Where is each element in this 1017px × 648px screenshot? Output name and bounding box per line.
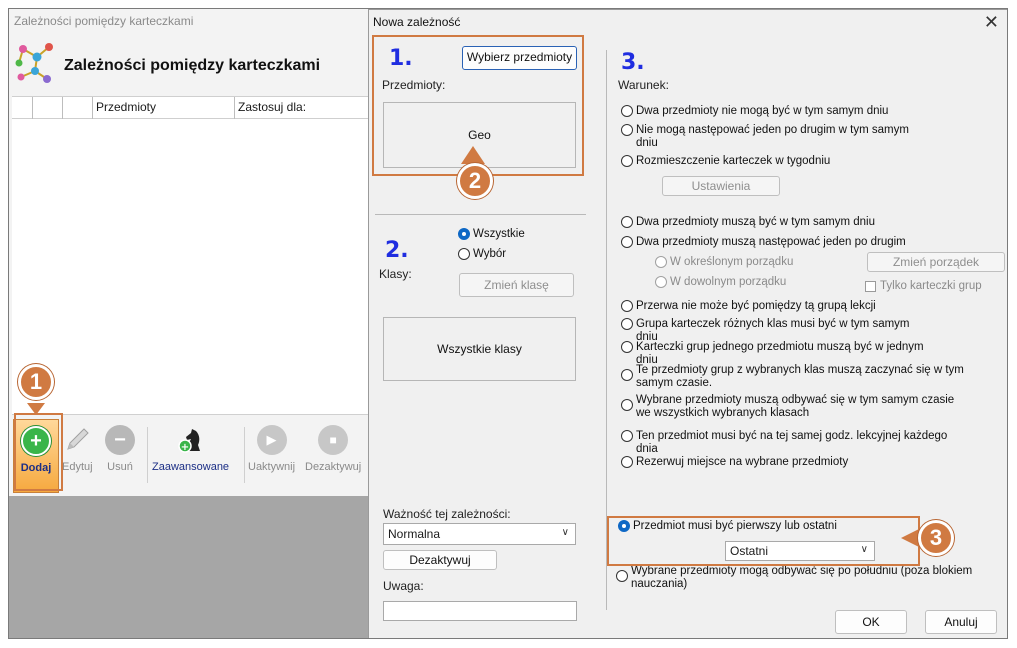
callout-3-highlight bbox=[607, 516, 920, 566]
condition-label: Warunek: bbox=[618, 78, 669, 92]
classes-label: Klasy: bbox=[379, 267, 412, 281]
callout-1-highlight bbox=[14, 413, 63, 491]
radio-dot bbox=[621, 369, 633, 381]
importance-selected: Normalna bbox=[388, 527, 441, 541]
condition-option-label: Nie mogą następować jeden po drugim w tym samym dniu bbox=[636, 124, 909, 149]
radio-dot bbox=[621, 105, 633, 117]
deactivate-button[interactable] bbox=[305, 425, 361, 473]
radio-dot bbox=[621, 399, 633, 411]
condition-option-10[interactable] bbox=[621, 394, 966, 420]
callout-1-pointer bbox=[27, 403, 45, 415]
only-group-cards-label: Tylko karteczki grup bbox=[880, 280, 982, 292]
chevron-down-icon: ∨ bbox=[561, 527, 569, 538]
grid-col-apply-for[interactable]: Zastosuj dla: bbox=[234, 97, 369, 119]
close-icon[interactable]: ✕ bbox=[983, 12, 999, 32]
callout-3: 3 bbox=[918, 520, 954, 556]
radio-dot bbox=[458, 228, 470, 240]
radio-dot bbox=[621, 216, 633, 228]
radio-dot bbox=[458, 248, 470, 260]
add-button-label: Dodaj bbox=[20, 462, 52, 474]
importance-label: Ważność tej zależności: bbox=[383, 507, 511, 521]
toolbar-separator bbox=[244, 427, 245, 483]
order-any-label: W dowolnym porządku bbox=[670, 276, 787, 288]
background-area bbox=[9, 496, 369, 639]
order-specific-label: W określonym porządku bbox=[670, 256, 794, 268]
stop-icon: ■ bbox=[318, 425, 348, 455]
section-2-number: 2. bbox=[385, 238, 409, 263]
cancel-button[interactable]: Anuluj bbox=[925, 610, 997, 634]
deactivate-button-label: Dezaktywuj bbox=[305, 461, 362, 473]
condition-option-label: Grupa karteczek różnych klas musi być w tym samym dniu bbox=[636, 318, 910, 343]
subjects-value: Geo bbox=[468, 128, 491, 142]
radio-dot bbox=[621, 300, 633, 312]
advanced-button[interactable] bbox=[152, 425, 229, 473]
condition-option-label: Karteczki grup jednego przedmiotu muszą być w jednym dniu bbox=[636, 341, 924, 366]
condition-option-label: Przedmiot musi być pierwszy lub ostatni bbox=[633, 520, 837, 532]
plus-icon: + bbox=[21, 426, 51, 456]
order-any-radio[interactable] bbox=[655, 276, 786, 289]
condition-option-3[interactable] bbox=[621, 155, 891, 168]
radio-select-classes-label: Wybór bbox=[473, 248, 507, 260]
molecule-logo-icon bbox=[13, 39, 57, 87]
minus-icon: − bbox=[105, 425, 135, 455]
play-icon: ▶ bbox=[257, 425, 287, 455]
condition-option-label: Przerwa nie może być pomiędzy tą grupą lekcji bbox=[636, 300, 876, 312]
classes-value: Wszystkie klasy bbox=[437, 342, 522, 356]
advanced-button-label: Zaawansowane bbox=[152, 461, 230, 473]
condition-option-11[interactable] bbox=[621, 430, 961, 456]
radio-select-classes[interactable] bbox=[458, 248, 506, 261]
condition-option-12[interactable] bbox=[621, 456, 921, 469]
note-label: Uwaga: bbox=[383, 579, 424, 593]
radio-dot bbox=[621, 155, 633, 167]
condition-option-label: Rezerwuj miejsce na wybrane przedmioty bbox=[636, 456, 849, 468]
ok-button[interactable]: OK bbox=[835, 610, 907, 634]
callout-2: 2 bbox=[457, 163, 493, 199]
choose-subjects-button[interactable]: Wybierz przedmioty bbox=[462, 46, 577, 70]
toolbar-separator bbox=[147, 427, 148, 483]
deactivate-dependency-button[interactable]: Dezaktywuj bbox=[383, 550, 497, 570]
condition-option-14[interactable] bbox=[616, 565, 976, 591]
first-last-selected: Ostatni bbox=[730, 544, 769, 558]
change-order-button[interactable]: Zmień porządek bbox=[867, 252, 1005, 272]
activate-button-label: Uaktywnij bbox=[248, 461, 296, 473]
radio-dot bbox=[616, 570, 628, 582]
grid-col-subjects[interactable]: Przedmioty bbox=[92, 97, 234, 119]
dependencies-window bbox=[9, 9, 369, 496]
window-header bbox=[9, 35, 369, 95]
condition-option-1[interactable] bbox=[621, 105, 891, 118]
activate-button[interactable] bbox=[248, 425, 295, 473]
divider bbox=[375, 214, 586, 215]
condition-option-label: Wybrane przedmioty mogą odbywać się po południu (poza blokiem nauczania) bbox=[631, 565, 973, 590]
screenshot-frame bbox=[8, 8, 1008, 639]
change-class-button[interactable]: Zmień klasę bbox=[459, 273, 574, 297]
grid-header bbox=[12, 97, 369, 119]
radio-dot bbox=[621, 124, 633, 136]
edit-button[interactable] bbox=[62, 425, 93, 473]
edit-button-label: Edytuj bbox=[62, 461, 93, 473]
window-title: Zależności pomiędzy karteczkami bbox=[14, 14, 194, 28]
delete-button[interactable] bbox=[105, 425, 135, 473]
radio-dot bbox=[621, 430, 633, 442]
condition-option-label: Dwa przedmioty nie mogą być w tym samym dniu bbox=[636, 105, 889, 117]
condition-option-label: Wybrane przedmioty muszą odbywać się w tym samym czasie we wszystkich wybranych klasach bbox=[636, 394, 955, 419]
checkbox-box bbox=[865, 281, 876, 292]
pencil-icon bbox=[62, 425, 92, 455]
condition-option-label: Te przedmioty grup z wybranych klas muszą zaczynać się w tym samym czasie. bbox=[636, 364, 964, 389]
order-specific-radio[interactable] bbox=[655, 256, 793, 269]
radio-dot bbox=[621, 318, 633, 330]
radio-dot bbox=[655, 256, 667, 268]
settings-button[interactable]: Ustawienia bbox=[662, 176, 780, 196]
grid-col-2[interactable] bbox=[32, 97, 62, 119]
section-3-number: 3. bbox=[621, 50, 645, 75]
radio-all-classes[interactable] bbox=[458, 228, 525, 241]
condition-option-label: Dwa przedmioty muszą następować jeden po drugim bbox=[636, 236, 906, 248]
dialog-title: Nowa zależność bbox=[373, 15, 461, 29]
grid-col-1[interactable] bbox=[12, 97, 32, 119]
condition-option-4[interactable] bbox=[621, 216, 891, 229]
section-1-number: 1. bbox=[389, 46, 413, 71]
callout-1: 1 bbox=[18, 364, 54, 400]
condition-option-6[interactable] bbox=[621, 300, 891, 313]
radio-dot bbox=[621, 236, 633, 248]
radio-all-classes-label: Wszystkie bbox=[473, 228, 525, 240]
note-input[interactable] bbox=[383, 601, 577, 621]
radio-dot bbox=[655, 276, 667, 288]
condition-option-label: Ten przedmiot musi być na tej samej godz. lekcyjnej każdego dnia bbox=[636, 430, 948, 455]
condition-option-label: Rozmieszczenie karteczek w tygodniu bbox=[636, 155, 831, 167]
grid-col-3[interactable] bbox=[62, 97, 92, 119]
classes-box[interactable] bbox=[383, 317, 576, 381]
importance-select[interactable] bbox=[383, 523, 576, 545]
condition-option-9[interactable] bbox=[621, 364, 993, 390]
subjects-label: Przedmioty: bbox=[382, 78, 446, 92]
condition-option-2[interactable] bbox=[621, 124, 921, 150]
chevron-down-icon: ∨ bbox=[860, 544, 868, 555]
radio-dot bbox=[621, 341, 633, 353]
condition-option-label: Dwa przedmioty muszą być w tym samym dniu bbox=[636, 216, 876, 228]
bottom-toolbar bbox=[12, 414, 369, 496]
svg-text:+: + bbox=[180, 442, 189, 453]
only-group-cards-checkbox[interactable] bbox=[865, 280, 982, 292]
callout-2-pointer bbox=[461, 146, 485, 164]
dependencies-grid[interactable] bbox=[12, 96, 369, 414]
window-heading: Zależności pomiędzy karteczkami bbox=[64, 57, 321, 74]
delete-button-label: Usuń bbox=[107, 461, 133, 473]
radio-dot bbox=[621, 456, 633, 468]
chess-knight-add-icon bbox=[176, 425, 206, 455]
condition-option-5[interactable] bbox=[621, 236, 911, 249]
